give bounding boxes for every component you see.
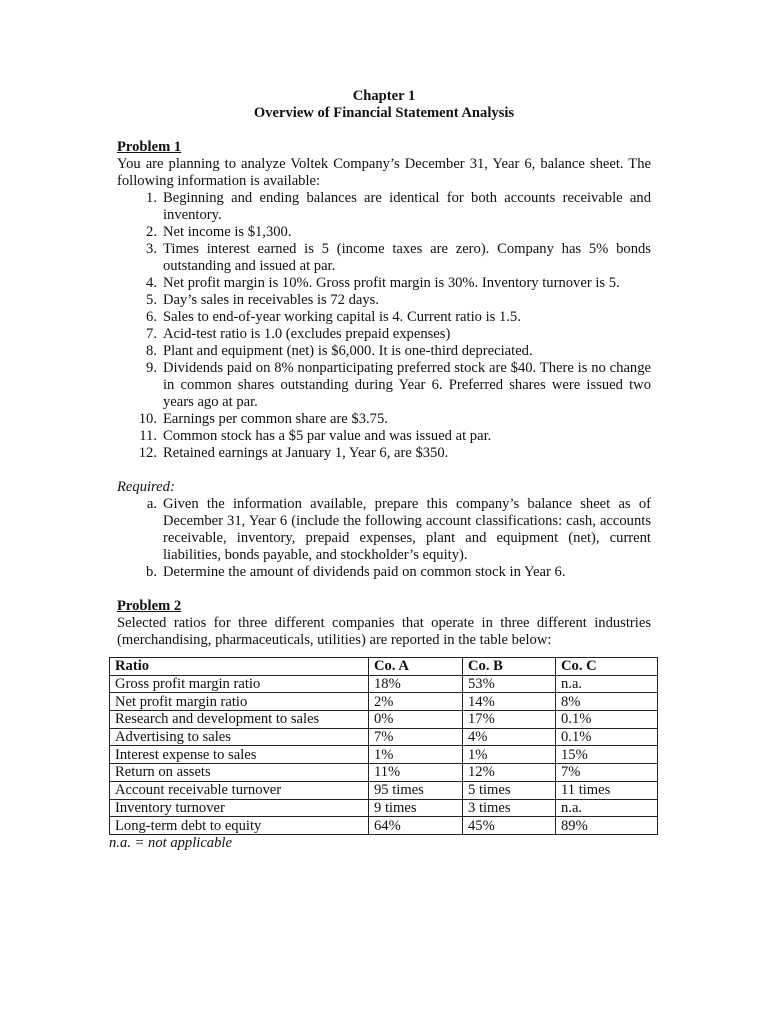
list-item [117,411,651,428]
item-number: 12. [138,445,157,461]
table-cell: 17% [463,711,556,729]
table-row [110,728,658,746]
table-cell: 7% [369,728,463,746]
list-item [117,309,651,326]
item-text: Plant and equipment (net) is $6,000. It is one-third depreciated. [163,343,533,359]
table-cell: 0.1% [556,711,658,729]
table-cell: 0.1% [556,728,658,746]
item-number: 6. [146,309,157,325]
table-cell: Gross profit margin ratio [110,675,369,693]
required-list [117,496,651,581]
item-text: Common stock has a $5 par value and was issued at par. [163,428,492,444]
item-text: Dividends paid on 8% nonparticipating preferred stock are $40. There is no change in common shares outstanding during Year 6. Preferred shares were issued two years ago at par. [163,360,651,410]
table-row [110,746,658,764]
item-number: 4. [146,275,157,291]
item-marker: a. [146,496,157,512]
problem1-intro: You are planning to analyze Voltek Company’s December 31, Year 6, balance sheet. The following information is available: [117,156,651,189]
ratios-table [109,657,658,835]
table-cell: 4% [463,728,556,746]
table-row [110,799,658,817]
table-cell: Interest expense to sales [110,746,369,764]
list-item [117,292,651,309]
table-header-row [110,658,658,676]
document-page [109,88,651,852]
table-cell: 2% [369,693,463,711]
table-cell: 15% [556,746,658,764]
table-cell: 53% [463,675,556,693]
item-text: Beginning and ending balances are identical for both accounts receivable and inventory. [163,190,651,223]
table-cell: 11% [369,764,463,782]
list-item [117,445,651,462]
table-row [110,675,658,693]
item-text: Times interest earned is 5 (income taxes are zero). Company has 5% bonds outstanding and issued at par. [163,241,651,274]
table-cell: Advertising to sales [110,728,369,746]
table-cell: n.a. [556,675,658,693]
problem1-info-list [117,190,651,462]
item-text: Net income is $1,300. [163,224,292,240]
table-cell: Net profit margin ratio [110,693,369,711]
table-cell: 11 times [556,781,658,799]
required-item [117,564,651,581]
item-number: 5. [146,292,157,308]
table-cell: 1% [369,746,463,764]
table-cell: 45% [463,817,556,835]
item-marker: b. [146,564,157,580]
required-item [117,496,651,564]
table-cell: 9 times [369,799,463,817]
table-cell: 89% [556,817,658,835]
table-cell: Return on assets [110,764,369,782]
table-cell: 7% [556,764,658,782]
problem2-heading: Problem 2 [117,598,182,614]
table-row [110,764,658,782]
item-number: 11. [139,428,157,444]
item-number: 10. [138,411,157,427]
item-number: 8. [146,343,157,359]
required-label: Required: [117,479,175,495]
column-header: Co. A [369,658,463,676]
column-header: Ratio [110,658,369,676]
table-cell: 18% [369,675,463,693]
item-text: Sales to end-of-year working capital is 4. Current ratio is 1.5. [163,309,521,325]
table-cell: 14% [463,693,556,711]
problem1-heading: Problem 1 [117,139,182,155]
item-text: Net profit margin is 10%. Gross profit margin is 30%. Inventory turnover is 5. [163,275,620,291]
table-cell: Inventory turnover [110,799,369,817]
table-row [110,817,658,835]
table-cell: 0% [369,711,463,729]
item-text: Day’s sales in receivables is 72 days. [163,292,380,308]
table-cell: 1% [463,746,556,764]
item-number: 9. [146,360,157,376]
table-cell: 5 times [463,781,556,799]
table-row [110,693,658,711]
item-text: Retained earnings at January 1, Year 6, are $350. [163,445,449,461]
item-number: 3. [146,241,157,257]
table-cell: 8% [556,693,658,711]
column-header: Co. B [463,658,556,676]
list-item [117,241,651,275]
item-text: Acid-test ratio is 1.0 (excludes prepaid expenses) [163,326,451,342]
chapter-title: Overview of Financial Statement Analysis [253,105,515,121]
list-item [117,428,651,445]
table-cell: Research and development to sales [110,711,369,729]
table-cell: 64% [369,817,463,835]
item-text: Given the information available, prepare this company’s balance sheet as of December 31, Year 6 (include the following account classifications: cash, accounts receivable, inventory, prepaid expenses, plant and equipment (net), current liabilities, bonds payable, and stockholder’s equity). [163,496,651,563]
column-header: Co. C [556,658,658,676]
problem2-intro: Selected ratios for three different companies that operate in three different industries (merchandising, pharmaceuticals, utilities) are reported in the table below: [117,615,651,648]
table-cell: 3 times [463,799,556,817]
item-number: 2. [146,224,157,240]
chapter-label: Chapter 1 [352,88,416,104]
item-number: 1. [146,190,157,206]
list-item [117,224,651,241]
list-item [117,275,651,292]
table-cell: 95 times [369,781,463,799]
item-text: Earnings per common share are $3.75. [163,411,388,427]
table-cell: Account receivable turnover [110,781,369,799]
list-item [117,326,651,343]
list-item [117,343,651,360]
item-number: 7. [146,326,157,342]
table-cell: Long-term debt to equity [110,817,369,835]
list-item [117,190,651,224]
table-row [110,781,658,799]
table-cell: 12% [463,764,556,782]
item-text: Determine the amount of dividends paid on common stock in Year 6. [163,564,566,580]
table-cell: n.a. [556,799,658,817]
table-note: n.a. = not applicable [109,834,232,851]
list-item [117,360,651,411]
table-row [110,711,658,729]
